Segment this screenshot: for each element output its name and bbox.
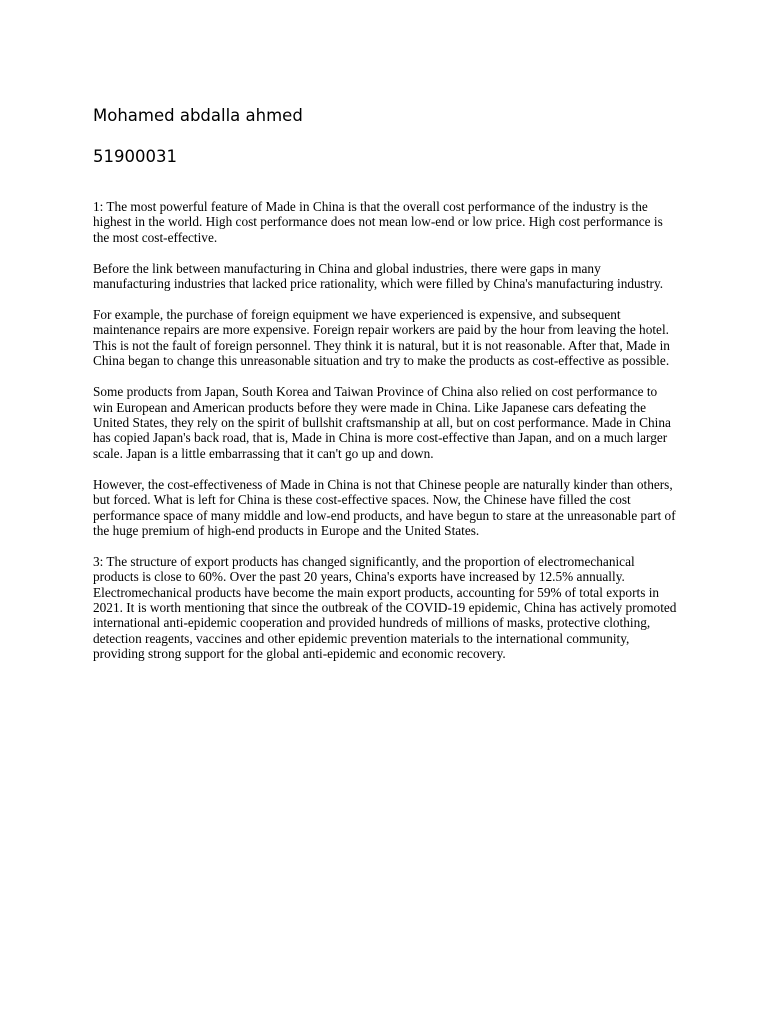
author-name: Mohamed abdalla ahmed (93, 106, 303, 125)
student-id: 51900031 (93, 147, 177, 166)
paragraph-6: 3: The structure of export products has changed significantly, and the proportion of electromechanical products is close to 60%. Over the past 20 years, China's exports have increased by 12.5% annually. Electromechanical products have become the main export products, accounting for 59% of total exports in 2021. It is worth mentioning that since the outbreak of the COVID-19 epidemic, China has actively promoted international anti-epidemic cooperation and provided hundreds of millions of masks, protective clothing, detection reagents, vaccines and other epidemic prevention materials to the international community, providing strong support for the global anti-epidemic and economic recovery. (93, 553, 677, 662)
paragraph-5: However, the cost-effectiveness of Made in China is not that Chinese people are naturally kinder than others, but forced. What is left for China is these cost-effective spaces. Now, the Chinese have filled the cost performance space of many middle and low-end products, and have begun to stare at the unreasonable part of the huge premium of high-end products in Europe and the United States. (93, 476, 676, 538)
paragraph-3: For example, the purchase of foreign equipment we have experienced is expensive, and subsequent maintenance repairs are more expensive. Foreign repair workers are paid by the hour from leaving the hotel. This is not the fault of foreign personnel. They think it is natural, but it is not reasonable. After that, Made in China began to change this unreasonable situation and try to make the products as cost-effective as possible. (93, 307, 670, 369)
paragraph-2: Before the link between manufacturing in China and global industries, there were gaps in many manufacturing industries that lacked price rationality, which were filled by China's manufacturing industry. (93, 260, 664, 292)
paragraph-1: 1: The most powerful feature of Made in China is that the overall cost performance of the industry is the highest in the world. High cost performance does not mean low-end or low price. High cost performance is the most cost-effective. (93, 199, 663, 245)
document-body (93, 104, 678, 677)
paragraph-4: Some products from Japan, South Korea and Taiwan Province of China also relied on cost performance to win European and American products before they were made in China. Like Japanese cars defeating the United States, they rely on the spirit of bullshit craftsmanship at all, but on cost performance. Made in China has copied Japan's back road, that is, Made in China is more cost-effective than Japan, and on a much larger scale. Japan is a little embarrassing that it can't go up and down. (93, 384, 671, 461)
